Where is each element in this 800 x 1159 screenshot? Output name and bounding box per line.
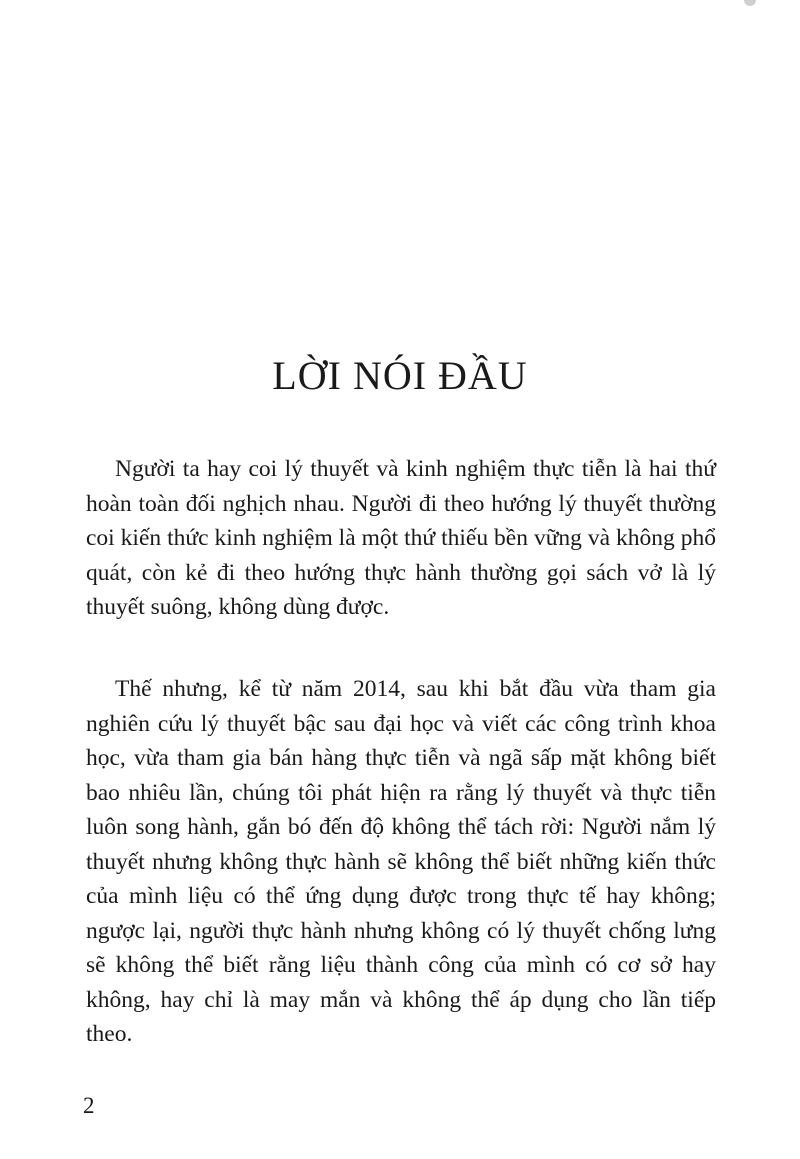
page-corner-mark — [744, 0, 756, 6]
paragraph-1: Người ta hay coi lý thuyết và kinh nghiệm thực tiễn là hai thứ hoàn toàn đối nghịch nhau. Người đi theo hướng lý thuyết thường coi kiến thức kinh nghiệm là một thứ thiếu bền vững và không phổ quát, còn kẻ đi theo hướng thực hành thường gọi sách vở là lý thuyết suông, không dùng được. — [86, 456, 716, 620]
paragraph-2: Thế nhưng, kể từ năm 2014, sau khi bắt đầu vừa tham gia nghiên cứu lý thuyết bậc sau đại học và viết các công trình khoa học, vừa tham gia bán hàng thực tiễn và ngã sấp mặt không biết bao nhiêu lần, chúng tôi phát hiện ra rằng lý thuyết và thực tiễn luôn song hành, gắn bó đến độ không thể tách rời: Người nắm lý thuyết nhưng không thực hành sẽ không thể biết những kiến thức của mình liệu có thể ứng dụng được trong thực tế hay không; ngược lại, người thực hành nhưng không có lý thuyết chống lưng sẽ không thể biết rằng liệu thành công của mình có cơ sở hay không, hay chỉ là may mắn và không thể áp dụng cho lần tiếp theo. — [86, 676, 716, 1047]
page-number: 2 — [83, 1093, 95, 1118]
paragraph-1-container — [86, 452, 716, 625]
paragraph-2-container — [86, 672, 716, 1052]
page-title: LỜI NÓI ĐẦU — [272, 353, 528, 398]
